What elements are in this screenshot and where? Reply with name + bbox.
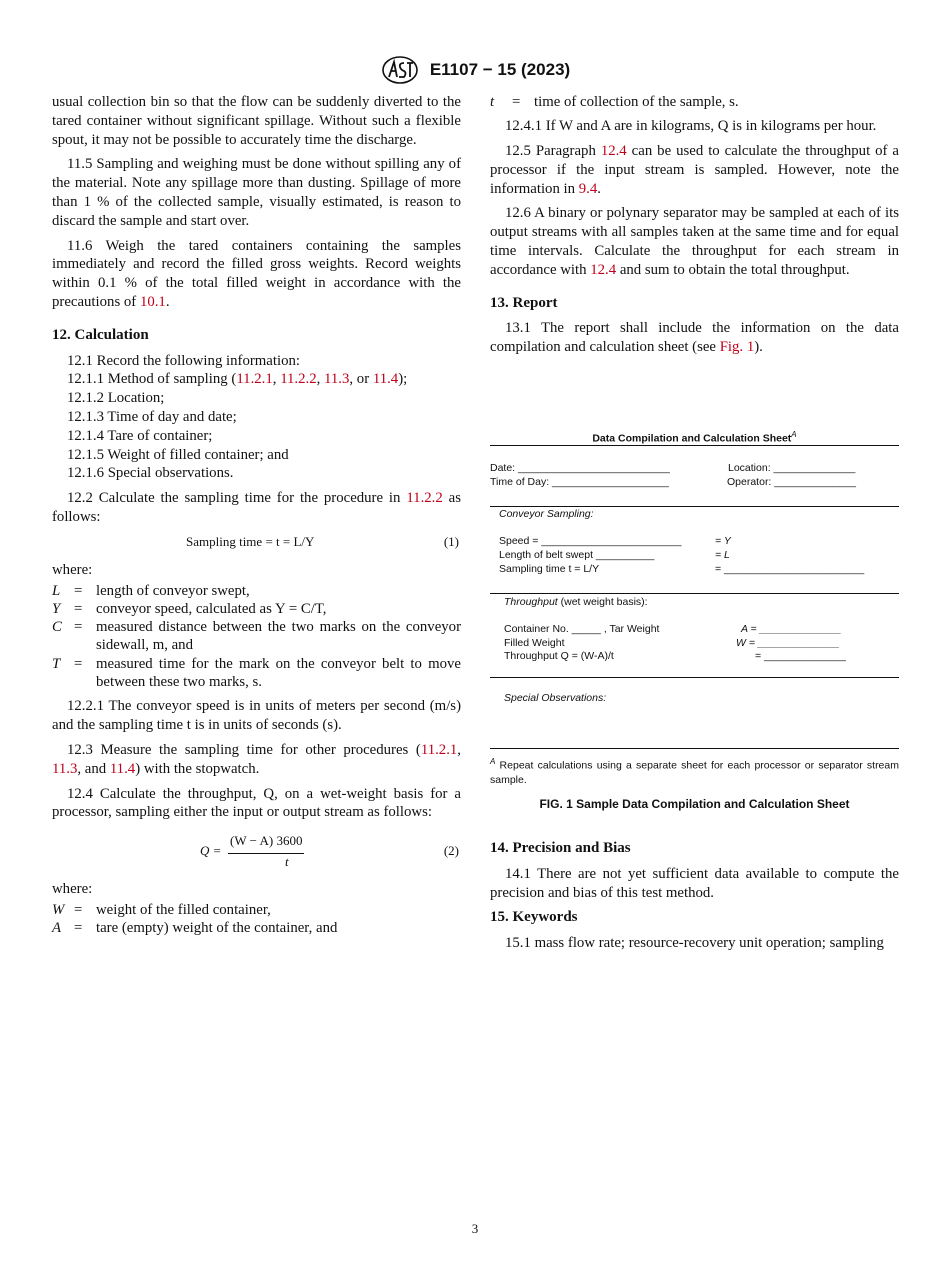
document-code: E1107 − 15 (2023) [429, 60, 571, 79]
paragraph-12-1: 12.1 Record the following information: [67, 352, 301, 369]
paragraph-12-1-3: 12.1.3 Time of day and date; [67, 408, 237, 425]
paragraph-12-2-1: 12.2.1 The conveyor speed is in units of meters per second (m/s) and the sampling time t is in units of seconds (s). [52, 698, 461, 734]
belt-length-result: = L [715, 549, 730, 561]
paragraph-12-6: 12.6 A binary or polynary separator may be sampled at each of its output streams with all samples taken at the same time and for equal time intervals. Calculate the throughput for each stream in accordance with 12.4 and sum to obtain the total throughput. [490, 205, 899, 278]
link-12-4[interactable]: 12.4 [600, 143, 627, 160]
where-label-1: where: [52, 561, 93, 578]
paragraph-14-1: 14.1 There are not yet sufficient data available to compute the precision and bias of this test method. [490, 865, 899, 901]
equation-2-lhs: Q = [200, 843, 222, 859]
definition-item [52, 919, 461, 937]
speed-field[interactable]: Speed = ________________________ [499, 535, 682, 547]
definition-sym: W [52, 901, 65, 918]
definition-item [52, 618, 461, 655]
equation-2-numerator: (W − A) 3600 [228, 832, 304, 854]
paragraph-11-5: 11.5 Sampling and weighing must be done without spilling any of the material. Note any spillage more than dusting. Spillage of more than 1 % of the collected sample, visually estimated, is reason to discard the sample and start over. [52, 156, 461, 229]
equation-2-number: (2) [443, 843, 459, 859]
definition-sym: C [52, 619, 62, 636]
paragraph-12-2: 12.2 Calculate the sampling time for the procedure in 11.2.2 as follows: [52, 490, 461, 525]
definition-sym: T [52, 655, 61, 672]
filled-weight-label: Filled Weight [504, 637, 565, 649]
equation-1-number: (1) [443, 533, 459, 549]
date-field[interactable]: Date: __________________________ [490, 462, 670, 474]
definition-sym: Y [52, 600, 61, 617]
special-observations-label: Special Observations: [504, 692, 607, 704]
paragraph-12-1-4: 12.1.4 Tare of container; [67, 427, 213, 444]
figure-footnote: $^A$ Repeat calculations using a separate sheet for each processor or separator stream sample. [490, 757, 899, 786]
definition-eq: = [74, 582, 83, 599]
definition-txt: tare (empty) weight of the container, and [96, 920, 338, 937]
equation-2-denominator: t [285, 854, 289, 870]
link-10-1[interactable]: 10.1 [139, 293, 166, 310]
figure-rule-bottom [490, 748, 899, 749]
left-column [52, 93, 461, 937]
sampling-time-result[interactable]: = ________________________ [715, 563, 865, 575]
link-11-3-b[interactable]: 11.3 [52, 760, 78, 777]
link-11-4[interactable]: 11.4 [372, 371, 399, 388]
definition-eq: = [74, 920, 83, 937]
equation-1 [52, 533, 461, 553]
sampling-time-field: Sampling time t = L/Y [499, 563, 600, 575]
right-column [490, 93, 899, 363]
conveyor-sampling-heading: Conveyor Sampling: [499, 508, 594, 520]
data-sheet-figure [490, 430, 899, 750]
paragraph-continued: usual collection bin so that the flow can be suddenly diverted to the tared container without significant spillage. Without such a flexible spout, it may not be possible to accurately time the discharge. [52, 94, 461, 148]
filled-weight-result[interactable]: W = ______________ [736, 637, 840, 649]
page-number: 3 [471, 1221, 479, 1236]
definition-txt: measured time for the mark on the conveyor belt to move between these two marks, s. [96, 655, 461, 691]
definition-eq: = [74, 619, 83, 636]
figure-rule-3 [490, 677, 899, 678]
tare-result[interactable]: A = ______________ [741, 623, 842, 635]
where-label-2: where: [52, 881, 93, 898]
definition-t: t = time of collection of the sample, s. [490, 94, 739, 110]
paragraph-11-6: 11.6 Weigh the tared containers containing the samples immediately and record the filled gross weights. Record weights within 0.1 % of the total filled weight in accordance with the precautions of 10.1. [52, 237, 461, 310]
link-11-2-1-b[interactable]: 11.2.1 [420, 741, 458, 758]
operator-field[interactable]: Operator: ______________ [727, 476, 857, 488]
definition-sym: A [52, 920, 62, 937]
link-9-4[interactable]: 9.4 [578, 180, 598, 197]
figure-title: Data Compilation and Calculation Sheet$^A$ [592, 430, 797, 445]
astm-logo-icon [380, 55, 420, 85]
definition-item [52, 600, 461, 618]
throughput-result[interactable]: = ______________ [755, 650, 846, 662]
throughput-formula: Throughput Q = (W-A)/t [504, 650, 614, 662]
figure-caption: FIG. 1 Sample Data Compilation and Calculation Sheet [539, 797, 850, 811]
link-fig-1[interactable]: Fig. 1 [719, 339, 755, 356]
definition-txt: conveyor speed, calculated as Y = C/T, [96, 600, 327, 617]
section-heading-14: 14. Precision and Bias [490, 840, 631, 856]
link-11-2-1[interactable]: 11.2.1 [236, 371, 273, 388]
definition-list-2 [52, 901, 461, 938]
paragraph-12-4-1: 12.4.1 If W and A are in kilograms, Q is in kilograms per hour. [505, 118, 877, 135]
paragraph-15-1: 15.1 mass flow rate; resource-recovery unit operation; sampling [505, 935, 884, 952]
paragraph-12-1-2: 12.1.2 Location; [67, 390, 165, 407]
page-header [0, 55, 950, 85]
paragraph-12-4: 12.4 Calculate the throughput, Q, on a wet-weight basis for a processor, sampling either the input or output stream as follows: [52, 785, 461, 821]
definition-eq: = [74, 655, 83, 672]
paragraph-12-3: 12.3 Measure the sampling time for other procedures (11.2.1, 11.3, and 11.4) with the stopwatch. [52, 741, 461, 777]
location-field[interactable]: Location: ______________ [728, 462, 856, 474]
link-11-4-b[interactable]: 11.4 [109, 760, 136, 777]
definition-txt: measured distance between the two marks on the conveyor sidewall, m, and [96, 619, 461, 654]
time-of-day-field[interactable]: Time of Day: ____________________ [490, 476, 669, 488]
link-11-2-2[interactable]: 11.2.2 [280, 371, 317, 388]
definition-txt: weight of the filled container, [96, 901, 271, 918]
container-field[interactable]: Container No. _____ , Tar Weight [504, 623, 660, 635]
definition-item [52, 901, 461, 919]
definition-txt: length of conveyor swept, [96, 582, 250, 599]
equation-1-expression: Sampling time = t = L/Y [186, 533, 315, 549]
section-heading-12: 12. Calculation [52, 326, 149, 343]
definition-item [52, 655, 461, 692]
paragraph-12-5: 12.5 Paragraph 12.4 can be used to calculate the throughput of a processor if the input stream is sampled. However, note the information in 9.4. [490, 143, 900, 197]
paragraph-13-1: 13.1 The report shall include the information on the data compilation and calculation sheet (see Fig. 1). [490, 320, 899, 356]
figure-rule-top [490, 445, 899, 446]
definition-item [52, 582, 461, 600]
link-11-2-2-b[interactable]: 11.2.2 [406, 490, 443, 507]
figure-rule-1 [490, 506, 899, 507]
link-11-3[interactable]: 11.3 [324, 371, 350, 388]
section-heading-13: 13. Report [490, 294, 558, 311]
speed-result: = Y [715, 535, 731, 547]
link-12-4-b[interactable]: 12.4 [590, 261, 617, 278]
definition-eq: = [74, 901, 83, 918]
figure-rule-2 [490, 593, 899, 594]
paragraph-12-1-6: 12.1.6 Special observations. [67, 465, 234, 482]
paragraph-12-1-1: 12.1.1 Method of sampling (11.2.1, 11.2.2, 11.3, or 11.4); [67, 371, 408, 388]
belt-length-field[interactable]: Length of belt swept __________ [499, 549, 655, 561]
definition-list-1 [52, 582, 461, 692]
paragraph-12-1-5: 12.1.5 Weight of filled container; and [67, 446, 289, 463]
section-heading-15: 15. Keywords [490, 909, 578, 926]
throughput-heading: Throughput (wet weight basis): [504, 596, 648, 608]
definition-sym: L [52, 582, 61, 599]
right-column-bottom [490, 839, 899, 959]
definition-eq: = [74, 600, 83, 617]
equation-2 [52, 832, 461, 870]
